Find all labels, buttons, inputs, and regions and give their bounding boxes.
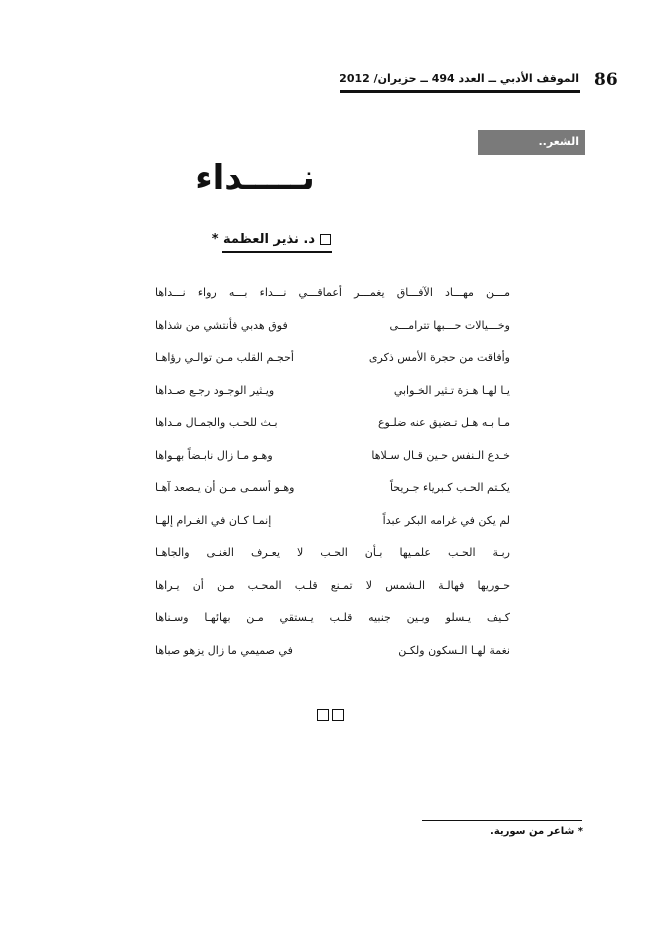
verse-first-hemistich: لم يكن في غرامه البكر عبداً <box>382 513 510 527</box>
header-rule <box>340 90 580 93</box>
verse-full: مـــن مهـــاد الآفـــاق يغمـــر أعماقـــي نـــداء بـــه رواء نـــداها <box>155 286 510 299</box>
verse-line <box>155 319 510 352</box>
verse-first-hemistich: وخـــيالات حـــبها تترامـــى <box>389 318 510 332</box>
footnote: * شاعر من سورية. <box>490 826 583 837</box>
verse-second-hemistich: فوق هدبي فأنتشي من شذاها <box>155 318 288 332</box>
square-icon <box>317 709 329 721</box>
author-rule <box>222 251 332 253</box>
verse-second-hemistich: وهـو مـا زال نابـضاً بهـواها <box>155 448 273 462</box>
verse-first-hemistich: مـا بـه هـل تـضيق عنه ضلـوع <box>377 416 510 429</box>
verse-first-hemistich: يـا لهـا هـزة تـثير الخـوابي <box>393 383 510 397</box>
page-number: 86 <box>594 70 618 90</box>
verse-first-hemistich: خـدع الـنفس حـين قـال سـلاها <box>371 448 510 462</box>
square-icon <box>332 709 344 721</box>
end-of-poem-mark <box>317 709 344 721</box>
journal-header: الموقف الأدبي ــ العدد 494 ــ حزيران/ 2012 <box>339 72 579 85</box>
verse-line <box>155 449 510 482</box>
poem-verses <box>155 286 510 676</box>
verse-first-hemistich: يكـتم الحـب كـبرياء جـريحاً <box>389 481 510 494</box>
author-name: د. نذير العظمة * <box>211 232 315 247</box>
verse-line <box>155 351 510 384</box>
verse-line <box>155 611 510 644</box>
verse-line <box>155 546 510 579</box>
section-banner <box>478 130 585 155</box>
verse-full: كـيف يـسلو وبـين جنبيه قلـب يـستقي مـن بهائهـا وسـناها <box>155 611 510 624</box>
verse-line <box>155 644 510 677</box>
section-label: الشعر.. <box>538 135 579 148</box>
verse-line <box>155 286 510 319</box>
poem-title: نـــــداء <box>195 158 315 198</box>
verse-first-hemistich: وأفاقت من حجرة الأمس ذكرى <box>368 351 510 364</box>
verse-second-hemistich: وهـو أسمـى مـن أن يـصعد آهـا <box>155 481 295 494</box>
verse-second-hemistich: أحجـم القلب مـن توالـي رؤاهـا <box>155 351 294 364</box>
verse-line <box>155 579 510 612</box>
footnote-rule <box>422 820 582 821</box>
verse-full: ربـة الحـب علمـيها بـأن الحـب لا يعـرف الغنـى والجاهـا <box>155 546 510 559</box>
verse-full: حـوريها فهالـة الـشمس لا تمـنع قلـب المحـب مـن أن يـراها <box>155 578 510 592</box>
author-byline <box>212 232 331 247</box>
verse-line <box>155 384 510 417</box>
verse-second-hemistich: إنمـا كـان في الغـرام إلهـا <box>155 513 272 527</box>
verse-line <box>155 416 510 449</box>
verse-line <box>155 481 510 514</box>
verse-second-hemistich: بـث للحـب والجمـال مـداها <box>155 416 278 429</box>
verse-line <box>155 514 510 547</box>
verse-second-hemistich: في صميمي ما زال يزهو صباها <box>155 643 293 657</box>
verse-first-hemistich: نغمة لهـا الـسكون ولكـن <box>398 643 510 657</box>
square-bullet-icon <box>320 234 331 245</box>
verse-second-hemistich: ويـثير الوجـود رجـع صـداها <box>155 383 275 397</box>
